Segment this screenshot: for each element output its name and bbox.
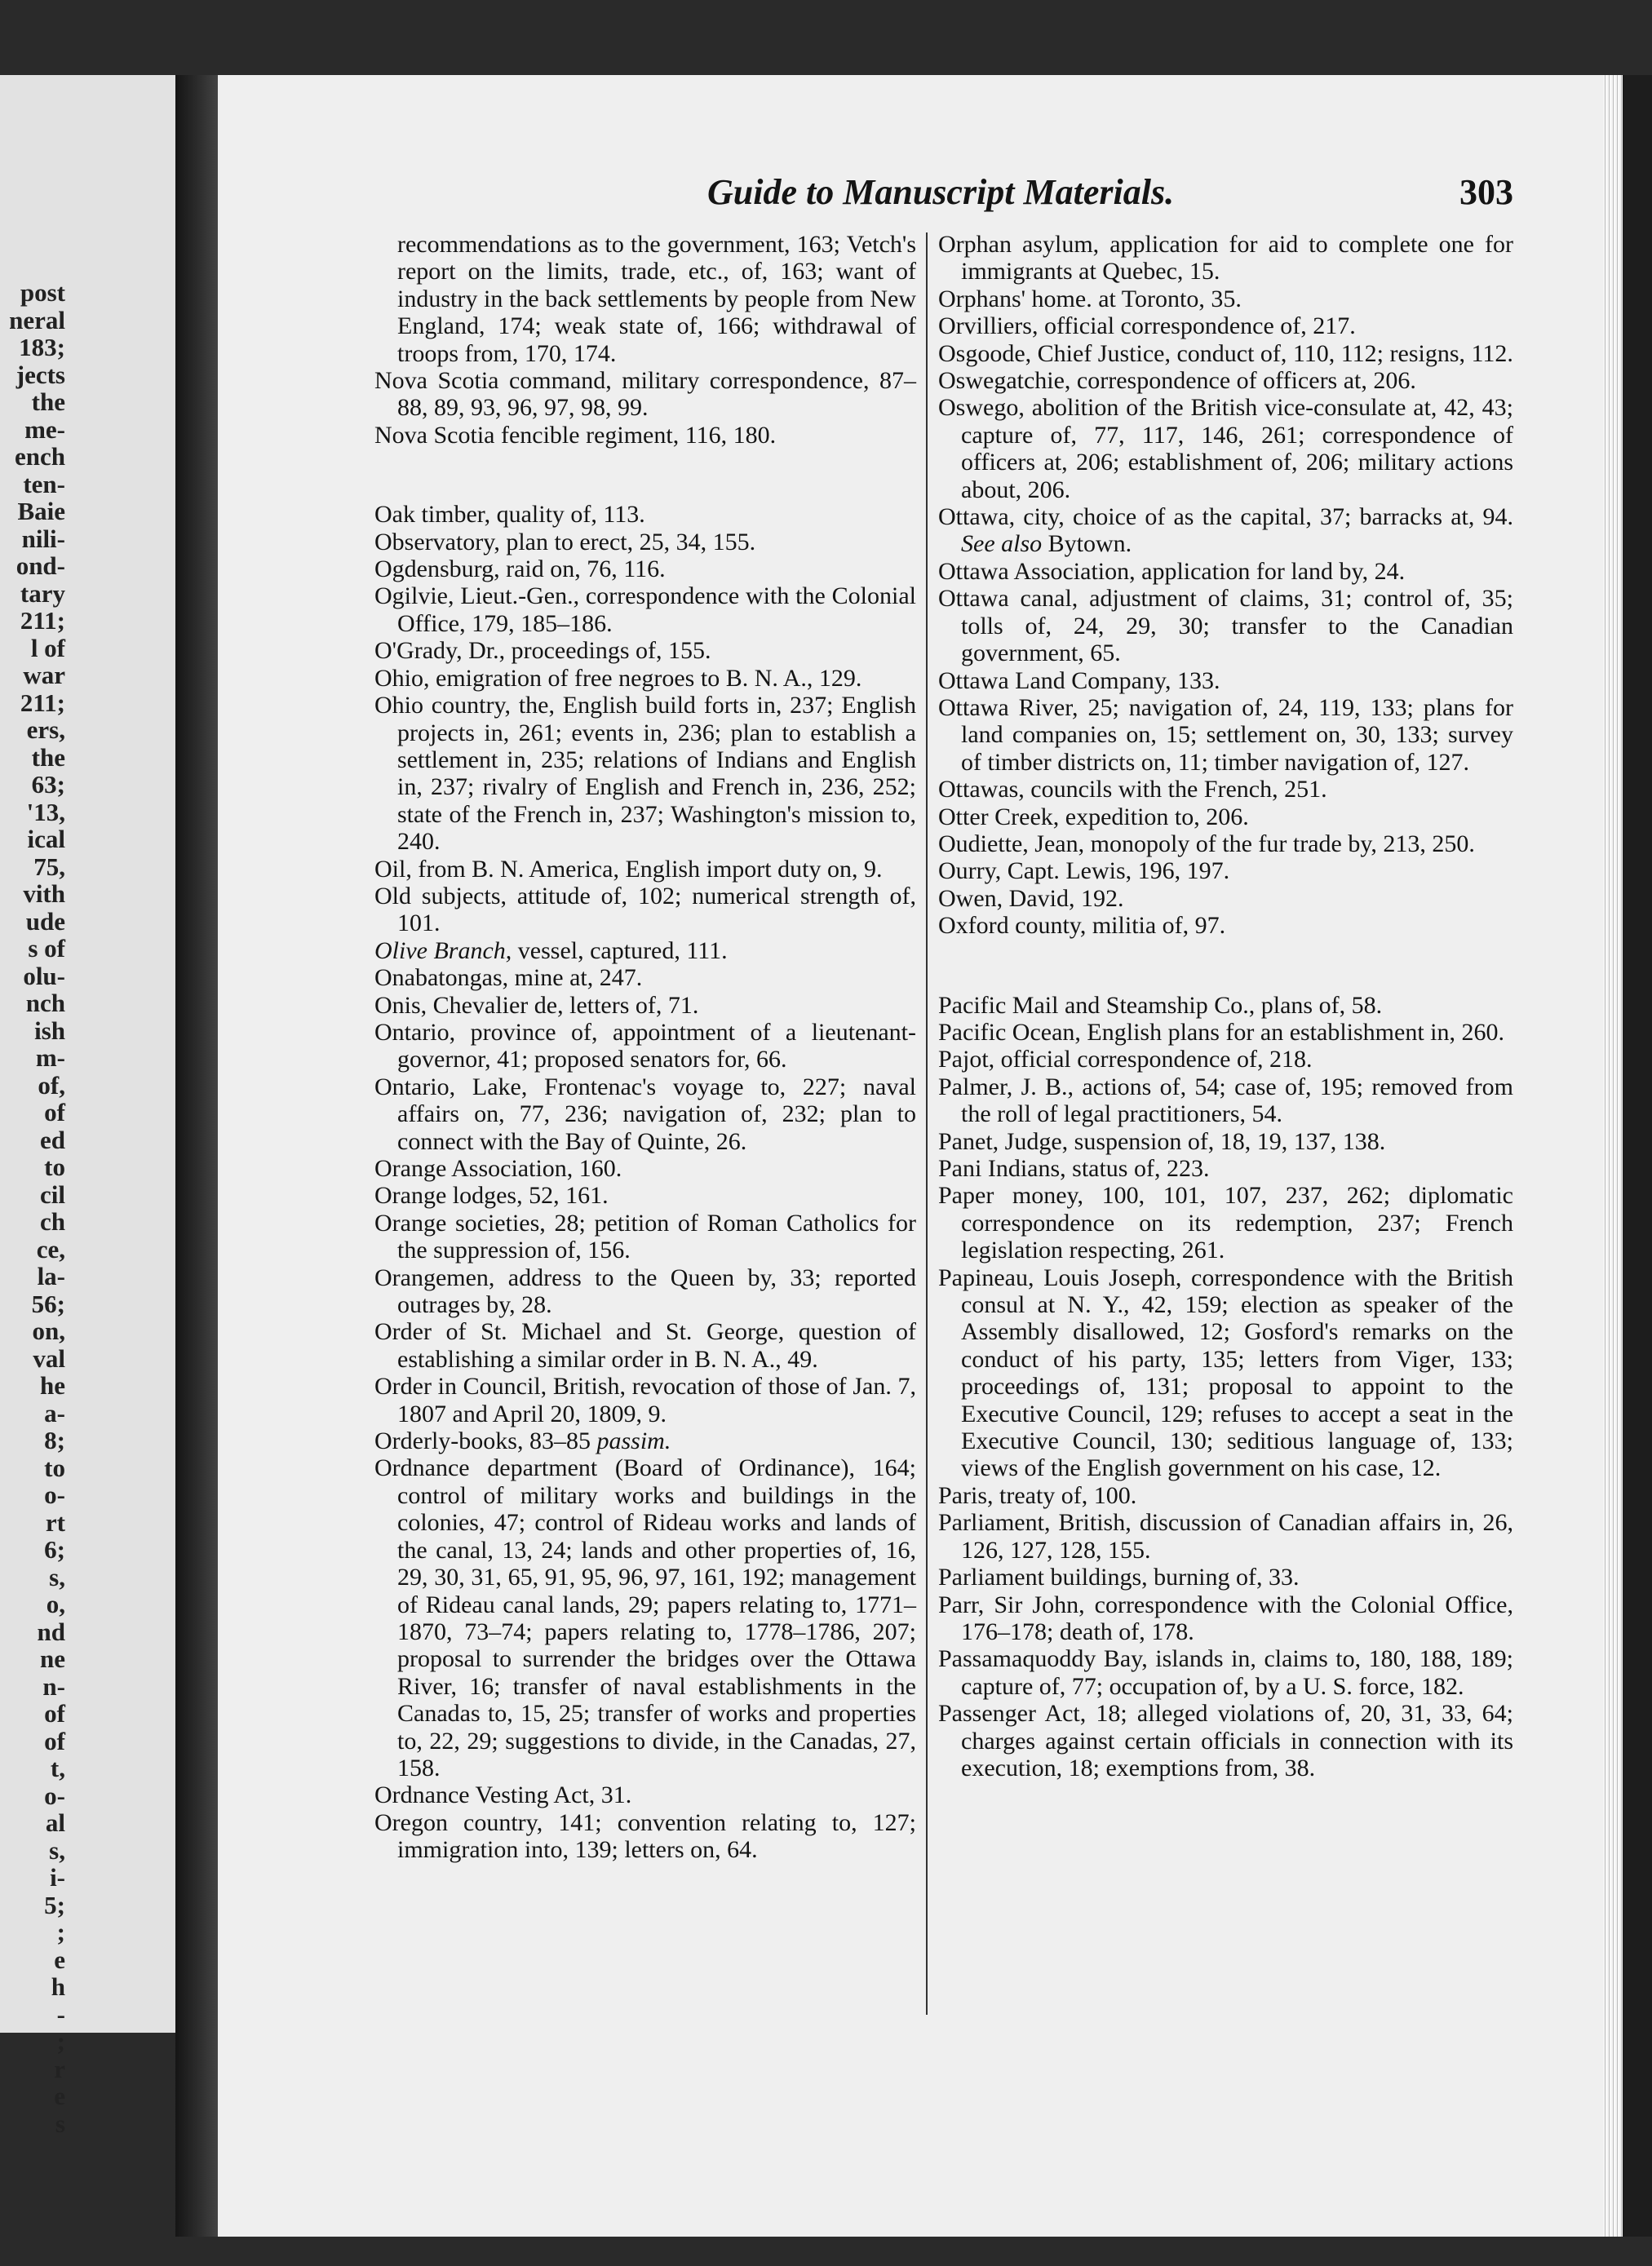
entry-text: Orangemen, address to the Queen by, 33; reported outrages by, 28. [374, 1264, 916, 1319]
index-entry [374, 1454, 916, 1781]
entry-text: Parr, Sir John, correspondence with the Colonial Office, 176–178; death of, 178. [938, 1591, 1513, 1645]
facing-page-line: l of [30, 633, 65, 662]
entry-text: Owen, David, 192. [938, 884, 1124, 912]
facing-page-line: 183; [19, 333, 65, 361]
entry-text: Otter Creek, expedition to, 206. [938, 803, 1249, 830]
entry-text: Ordnance Vesting Act, 31. [374, 1781, 632, 1809]
index-entry [938, 1509, 1513, 1564]
entry-text: Orphans' home. at Toronto, 35. [938, 285, 1242, 312]
page-number: 303 [1459, 172, 1513, 212]
entry-text: Old subjects, attitude of, 102; numerical strength of, 101. [374, 882, 916, 937]
entry-text: Palmer, J. B., actions of, 54; case of, 195; removed from the roll of legal practitioners, 54. [938, 1073, 1513, 1128]
facing-page-line: val [33, 1343, 65, 1373]
facing-page-line: vith [23, 879, 65, 908]
entry-text: Ottawa, city, choice of as the capital, 37; barracks at, 94. [938, 503, 1513, 531]
index-entry [938, 585, 1513, 666]
index-entry [374, 1318, 916, 1373]
facing-page-line: nch [25, 989, 65, 1017]
gutter-shadow [175, 75, 218, 2237]
entry-text: Ottawa River, 25; navigation of, 24, 119, 133; plans for land companies on, 15; settlement on, 30, 133; survey of timber districts on, 11; timber navigation of, 127. [938, 693, 1513, 776]
facing-page-line: to [44, 1153, 65, 1181]
facing-page-line: la- [37, 1262, 65, 1290]
facing-page-line: e [54, 1945, 65, 1974]
entry-text: Parliament buildings, burning of, 33. [938, 1564, 1300, 1591]
index-entry [374, 1264, 916, 1319]
index-column-left [374, 231, 916, 1864]
index-entry [374, 529, 916, 555]
index-entry [938, 503, 1513, 558]
entry-text: Ottawa Association, application for land by, 24. [938, 557, 1406, 585]
entry-text: Oswego, abolition of the British vice-consulate at, 42, 43; capture of, 77, 117, 146, 261; correspondence of officers at, 206; establishment of, 206; military actions about, 206. [938, 394, 1513, 503]
index-entry [374, 1210, 916, 1264]
index-entry [938, 830, 1513, 857]
index-entry [938, 394, 1513, 503]
facing-page-line: Baie [17, 497, 65, 525]
index-entry [938, 776, 1513, 803]
scan-border [1623, 75, 1652, 2237]
index-entry [374, 992, 916, 1019]
letter-group-gap [938, 940, 1513, 992]
index-entry [374, 1781, 916, 1808]
facing-page-line: a- [44, 1398, 65, 1427]
index-entry [374, 555, 916, 582]
entry-text: Orange societies, 28; petition of Roman Catholics for the suppression of, 156. [374, 1209, 916, 1264]
facing-page-line: s, [49, 1835, 65, 1865]
entry-text: Parliament, British, discussion of Canadian affairs in, 26, 126, 127, 128, 155. [938, 1509, 1513, 1564]
facing-page-line: of, [38, 1070, 65, 1100]
facing-page-line: 6; [44, 1535, 65, 1564]
index-entry [938, 1591, 1513, 1646]
index-entry [938, 1645, 1513, 1700]
entry-text: Passenger Act, 18; alleged violations of, 20, 31, 33, 64; charges against certain officials in connection with its execution, 18; exemptions from, 38. [938, 1700, 1513, 1781]
entry-text: Oudiette, Jean, monopoly of the fur trade by, 213, 250. [938, 830, 1475, 857]
facing-page-line: post [20, 278, 65, 307]
entry-text: Paper money, 100, 101, 107, 237, 262; diplomatic correspondence on its redemption, 237; French legislation respecting, 261. [938, 1182, 1513, 1264]
entry-text: O'Grady, Dr., proceedings of, 155. [374, 637, 711, 665]
index-entry [938, 1264, 1513, 1482]
entry-text: Ordnance department (Board of Ordinance), 164; control of military works and buildings in the colonies, 47; control of Rideau works and lands of the canal, 13, 24; lands and other properties of, 16, 29, 30, 31, 65, 91, 95, 96, 97, 161, 192; management of Rideau canal lands, 29; papers relating to, 1771–1870, 73–74; papers relating to, 1778–1786, 207; proposal to surrender the bridges over the Ottawa River, 16; transfer of naval establishments in the Canadas to, 15, 25; transfer of works and properties to, 22, 29; suggestions to divide, in the Canadas, 27, 158. [374, 1454, 916, 1781]
entry-text: Ontario, Lake, Frontenac's voyage to, 227; naval affairs on, 77, 236; navigation of, 232; plan to connect with the Bay of Quinte, 26. [374, 1073, 916, 1155]
facing-page-line: jects [16, 360, 65, 389]
facing-page-line: on, [32, 1317, 65, 1345]
facing-page-line: to [44, 1453, 65, 1482]
facing-page-line: t, [50, 1754, 65, 1782]
facing-page-line: ers, [26, 715, 65, 744]
facing-page-fragment [0, 75, 175, 2138]
page-edge [1603, 75, 1623, 2237]
facing-page-line: ench [15, 442, 65, 471]
entry-text: Panet, Judge, suspension of, 18, 19, 137, 138. [938, 1127, 1386, 1155]
index-entry [938, 558, 1513, 585]
entry-text: recommendations as to the government, 163; Vetch's report on the limits, trade, etc., of, 163; want of industry in the back settlements by people from New England, 174; weak state of, 166; withdrawal of troops from, 170, 174. [397, 231, 916, 367]
facing-page-line: ish [34, 1016, 65, 1045]
facing-page-line: cil [40, 1179, 65, 1209]
facing-page-line: me- [24, 414, 65, 444]
running-header [707, 171, 1513, 220]
entry-text: Orange lodges, 52, 161. [374, 1182, 609, 1210]
facing-page-line: 56; [31, 1289, 65, 1318]
facing-page-line: olu- [23, 961, 65, 990]
entry-text: Pacific Ocean, English plans for an establishment in, 260. [938, 1018, 1504, 1046]
entry-text: Ottawa Land Company, 133. [938, 666, 1220, 694]
facing-page-line: 5; [44, 1890, 65, 1919]
index-entry [374, 1373, 916, 1427]
entry-text-tail: Bytown. [1042, 530, 1132, 558]
index-entry [374, 856, 916, 883]
facing-page-line: 63; [31, 770, 65, 799]
index-entry [938, 340, 1513, 367]
index-entry [938, 1073, 1513, 1128]
facing-page-line: ten- [23, 469, 65, 498]
index-entry [938, 694, 1513, 776]
facing-page-line: e [54, 2082, 65, 2110]
entry-text: Onabatongas, mine at, 247. [374, 964, 643, 992]
entry-italic: Olive Branch, [374, 936, 512, 964]
entry-text: Order in Council, British, revocation of those of Jan. 7, 1807 and April 20, 1809, 9. [374, 1373, 916, 1427]
entry-text: Ourry, Capt. Lewis, 196, 197. [938, 857, 1230, 885]
entry-text: Ohio country, the, English build forts in, 237; English projects in, 261; events in, 236; plan to establish a settlement in, 235; relations of Indians and English in, 237; rivalry of English and French in, 236, 252; state of the French in, 237; Washington's mission to, 240. [374, 692, 916, 856]
index-entry [374, 937, 916, 964]
index-entry [374, 637, 916, 664]
index-entry [374, 1019, 916, 1073]
facing-page-line: s, [49, 1562, 65, 1591]
facing-page-line: o- [44, 1480, 65, 1509]
entry-text: Ogdensburg, raid on, 76, 116. [374, 555, 666, 583]
facing-page-line: n- [42, 1671, 65, 1701]
index-entry [938, 367, 1513, 394]
letter-group-gap [374, 449, 916, 501]
index-entry [938, 312, 1513, 339]
index-entry [938, 285, 1513, 312]
facing-page-line: ne [40, 1644, 65, 1673]
facing-page-line: al [45, 1808, 65, 1837]
facing-page-line: o- [44, 1781, 65, 1810]
facing-page-line: ical [27, 825, 65, 853]
index-entry [938, 1482, 1513, 1509]
facing-page-line: of [44, 1726, 65, 1755]
facing-page-line: ond- [16, 551, 65, 580]
entry-text: Onis, Chevalier de, letters of, 71. [374, 991, 699, 1019]
facing-page-line: ; [56, 2027, 65, 2056]
facing-page-line: h [51, 1972, 65, 2001]
facing-page-line: 211; [20, 606, 65, 635]
entry-text: Orderly-books, 83–85 [374, 1427, 597, 1455]
index-entry [374, 501, 916, 528]
facing-page-line: ch [40, 1207, 65, 1236]
index-entry [374, 1182, 916, 1209]
index-entry [374, 422, 916, 449]
facing-page-line: of [44, 1699, 65, 1728]
entry-italic: See also [961, 530, 1043, 558]
entry-text: Passamaquoddy Bay, islands in, claims to, 180, 188, 189; capture of, 77; occupation of, by a U. S. force, 182. [938, 1645, 1513, 1700]
entry-text: Nova Scotia fencible regiment, 116, 180. [374, 421, 777, 449]
facing-page-line: he [40, 1371, 65, 1400]
facing-page-line: war [23, 661, 65, 689]
facing-page-line: - [56, 1999, 65, 2029]
running-title: Guide to Manuscript Materials. [707, 172, 1175, 212]
entry-text: Ogilvie, Lieut.-Gen., correspondence with the Colonial Office, 179, 185–186. [374, 582, 916, 637]
facing-page-line: neral [9, 305, 65, 334]
index-entry [938, 667, 1513, 694]
facing-page-line: ed [40, 1125, 65, 1154]
facing-page-line: nd [37, 1617, 65, 1646]
entry-text: Pacific Mail and Steamship Co., plans of, 58. [938, 991, 1383, 1019]
entry-text: Osgoode, Chief Justice, conduct of, 110, 112; resigns, 112. [938, 339, 1513, 367]
index-entry [938, 992, 1513, 1019]
index-entry [374, 1809, 916, 1864]
column-divider [926, 232, 928, 2015]
index-entry [938, 231, 1513, 285]
entry-text: Pani Indians, status of, 223. [938, 1155, 1210, 1182]
index-entry [374, 665, 916, 692]
index-entry [938, 912, 1513, 939]
entry-text: Observatory, plan to erect, 25, 34, 155. [374, 528, 756, 555]
entry-text: Order of St. Michael and St. George, question of establishing a similar order in B. N. A., 49. [374, 1318, 916, 1373]
facing-page-line: 211; [20, 688, 65, 717]
facing-page-line: the [31, 387, 65, 416]
index-column-right [938, 231, 1513, 1781]
facing-page-line: of [44, 1098, 65, 1126]
entry-italic: passim. [596, 1427, 671, 1455]
entry-text: Orvilliers, official correspondence of, 217. [938, 312, 1356, 340]
index-entry [938, 1564, 1513, 1591]
facing-page-line: ; [56, 1918, 65, 1946]
entry-text: Ontario, province of, appointment of a lieutenant-governor, 41; proposed senators for, 66. [374, 1018, 916, 1073]
entry-text: Oxford county, militia of, 97. [938, 912, 1226, 940]
entry-text: Ottawas, councils with the French, 251. [938, 776, 1327, 803]
index-entry [938, 1182, 1513, 1264]
entry-text: Oregon country, 141; convention relating to, 127; immigration into, 139; letters on, 64. [374, 1808, 916, 1864]
facing-page-line: the [31, 742, 65, 772]
entry-text: Orphan asylum, application for aid to complete one for immigrants at Quebec, 15. [938, 231, 1513, 285]
facing-page-line: s of [28, 934, 65, 963]
facing-page-line: r [54, 2054, 65, 2083]
index-entry [938, 1046, 1513, 1073]
index-entry [374, 231, 916, 367]
facing-page-text [0, 279, 65, 2137]
index-entry [938, 1700, 1513, 1781]
entry-text: Orange Association, 160. [374, 1155, 622, 1182]
entry-text: Pajot, official correspondence of, 218. [938, 1046, 1313, 1073]
entry-text: Oak timber, quality of, 113. [374, 501, 645, 529]
index-entry [374, 1427, 916, 1454]
index-entry [938, 885, 1513, 912]
index-entry [374, 1155, 916, 1182]
facing-page-line: nili- [21, 524, 65, 553]
index-entry [938, 1128, 1513, 1155]
entry-text: Paris, treaty of, 100. [938, 1481, 1137, 1509]
entry-text: Ottawa canal, adjustment of claims, 31; control of, 35; tolls of, 24, 29, 30; transfer to the Canadian government, 65. [938, 585, 1513, 667]
facing-page-line: m- [35, 1043, 65, 1072]
entry-text: vessel, captured, 111. [512, 936, 728, 964]
facing-page-line: 8; [44, 1426, 65, 1454]
index-entry [374, 582, 916, 637]
entry-text: Ohio, emigration of free negroes to B. N. A., 129. [374, 664, 862, 692]
entry-text: Nova Scotia command, military correspondence, 87–88, 89, 93, 96, 97, 98, 99. [374, 367, 916, 422]
facing-page-line: ude [25, 906, 65, 936]
facing-page-line: ce, [36, 1234, 65, 1264]
index-entry [938, 803, 1513, 830]
entry-text: Oswegatchie, correspondence of officers at, 206. [938, 367, 1416, 395]
facing-page-line: i- [50, 1863, 65, 1892]
facing-page-line: rt [45, 1507, 65, 1537]
index-entry [374, 883, 916, 937]
index-entry [374, 1073, 916, 1155]
entry-text: Oil, from B. N. America, English import duty on, 9. [374, 855, 883, 883]
facing-page-line: tary [20, 578, 65, 608]
index-entry [374, 367, 916, 422]
facing-page-line: '13, [26, 797, 65, 826]
facing-page-line: o, [46, 1590, 65, 1618]
index-entry [938, 1019, 1513, 1046]
index-entry [374, 692, 916, 855]
index-entry [938, 857, 1513, 884]
facing-page-line: 75, [33, 852, 65, 881]
facing-page-line: s [55, 2109, 65, 2138]
index-entry [938, 1155, 1513, 1182]
index-entry [374, 964, 916, 991]
entry-text: Papineau, Louis Joseph, correspondence with the British consul at N. Y., 42, 159; election as speaker of the Assembly disallowed, 12; Gosford's remarks on the conduct of his party, 135; letters from Viger, 133; proceedings of, 131; proposal to appoint to the Executive Council, 129; refuses to accept a seat in the Executive Council, 130; seditious language of, 133; views of the English government on his case, 12. [938, 1264, 1513, 1482]
